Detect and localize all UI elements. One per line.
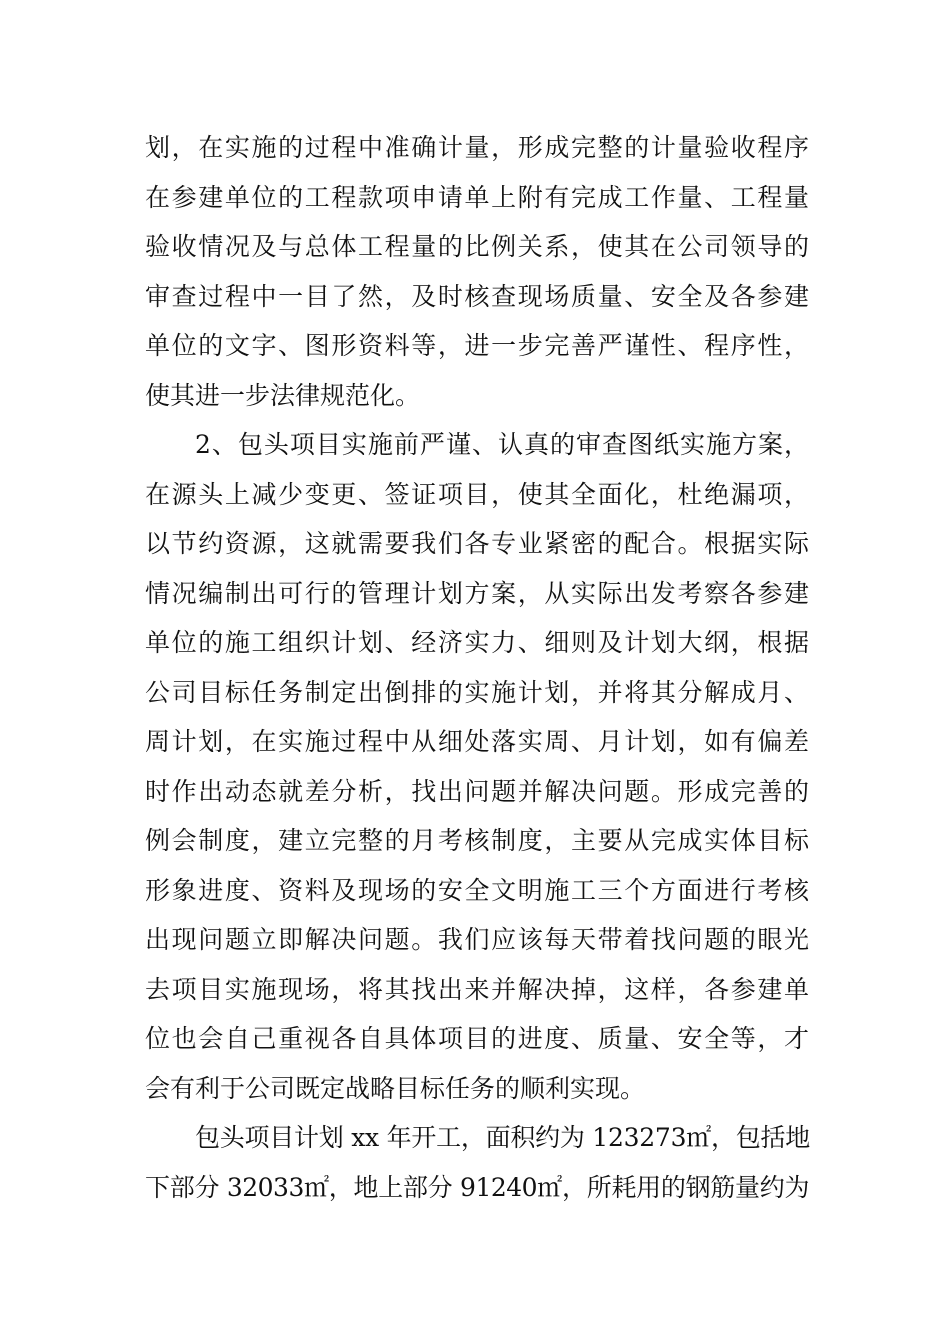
text-line: 公司目标任务制定出倒排的实施计划，并将其分解成月、 (145, 677, 809, 707)
text-line: 以节约资源，这就需要我们各专业紧密的配合。根据实际 (145, 529, 809, 558)
text-line: 使其进一步法律规范化。 (145, 380, 421, 410)
text-line: 出现问题立即解决问题。我们应该每天带着找问题的眼光 (145, 925, 809, 954)
text-line: 审查过程中一目了然，及时核查现场质量、安全及各参建 (145, 281, 809, 311)
text-line: 形象进度、资料及现场的安全文明施工三个方面进行考核 (145, 875, 809, 905)
text-line: 2、包头项目实施前严谨、认真的审查图纸实施方案， (195, 430, 809, 459)
text-line: 划，在实施的过程中准确计量，形成完整的计量验收程序 (145, 133, 809, 162)
text-line: 位也会自己重视各自具体项目的进度、质量、安全等，才 (145, 1024, 809, 1053)
text-line: 验收情况及与总体工程量的比例关系，使其在公司领导的 (145, 232, 809, 261)
text-line: 情况编制出可行的管理计划方案，从实际出发考察各参建 (145, 578, 809, 608)
text-line: 去项目实施现场，将其找出来并解决掉，这样，各参建单 (145, 974, 809, 1004)
text-line: 下部分 32033㎡，地上部分 91240㎡，所耗用的钢筋量约为 (145, 1172, 809, 1202)
text-line: 包头项目计划 xx 年开工，面积约为 123273㎡，包括地 (195, 1123, 810, 1152)
text-line: 在参建单位的工程款项申请单上附有完成工作量、工程量 (145, 182, 809, 212)
text-line: 例会制度，建立完整的月考核制度，主要从完成实体目标 (145, 826, 809, 855)
text-line: 时作出动态就差分析，找出问题并解决问题。形成完善的 (145, 776, 809, 806)
document-body (145, 123, 809, 1212)
text-line: 单位的文字、图形资料等，进一步完善严谨性、程序性， (145, 331, 809, 360)
text-line: 会有利于公司既定战略目标任务的顺利实现。 (145, 1073, 646, 1103)
text-line: 周计划，在实施过程中从细处落实周、月计划，如有偏差 (145, 727, 809, 756)
text-line: 在源头上减少变更、签证项目，使其全面化，杜绝漏项， (145, 479, 809, 509)
text-line: 单位的施工组织计划、经济实力、细则及计划大纲，根据 (145, 628, 809, 657)
